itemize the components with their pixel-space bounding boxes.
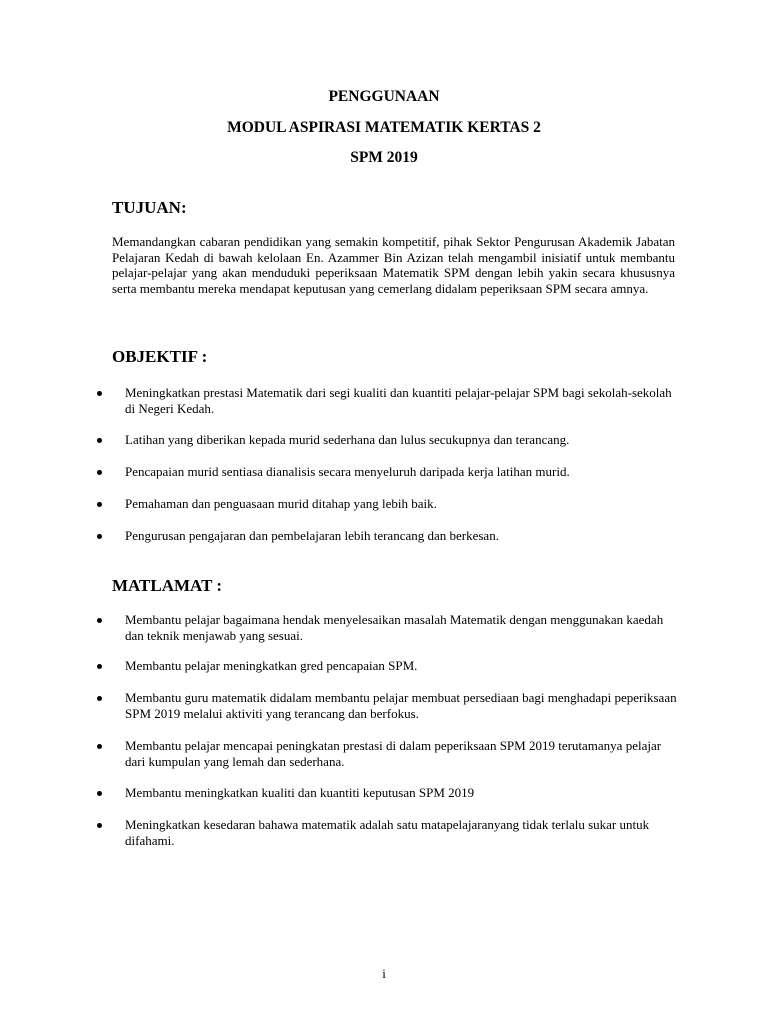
section-heading-objektif: OBJEKTIF :	[112, 347, 208, 366]
title-line-3: SPM 2019	[350, 149, 418, 166]
section-heading-tujuan: TUJUAN:	[112, 198, 187, 217]
list-item-text: Pengurusan pengajaran dan pembelajaran lebih terancang dan berkesan.	[125, 528, 499, 543]
bullet-icon	[97, 618, 102, 623]
tujuan-paragraph: Memandangkan cabaran pendidikan yang semakin kompetitif, pihak Sektor Pengurusan Akademik Jabatan Pelajaran Kedah di bawah kelolaan En. Azammer Bin Azizan telah mengambil inisiatif untuk membantu pelajar-pelajar yang akan menduduki peperiksaan Matematik SPM dengan lebih yakin secara khususnya serta membantu mereka mendapat keputusan yang cemerlang didalam peperiksaan SPM secara amnya.	[112, 234, 675, 296]
bullet-icon	[97, 823, 102, 828]
bullet-icon	[97, 534, 102, 539]
list-item-text: Membantu pelajar meningkatkan gred pencapaian SPM.	[125, 658, 418, 673]
page-number: i	[382, 966, 386, 981]
list-item-text: Latihan yang diberikan kepada murid sederhana dan lulus secukupnya dan terancang.	[125, 432, 570, 447]
title-line-2: MODUL ASPIRASI MATEMATIK KERTAS 2	[227, 119, 541, 136]
bullet-icon	[97, 502, 102, 507]
section-heading-matlamat: MATLAMAT :	[112, 576, 223, 595]
bullet-icon	[97, 470, 102, 475]
list-item-text: Pencapaian murid sentiasa dianalisis secara menyeluruh daripada kerja latihan murid.	[125, 464, 570, 479]
bullet-icon	[97, 744, 102, 749]
bullet-icon	[97, 438, 102, 443]
bullet-icon	[97, 791, 102, 796]
title-line-1: PENGGUNAAN	[328, 88, 440, 105]
bullet-icon	[97, 664, 102, 669]
list-item-text: Membantu meningkatkan kualiti dan kuantiti keputusan SPM 2019	[125, 785, 475, 800]
list-item-text: Meningkatkan kesedaran bahawa matematik adalah satu matapelajaranyang tidak terlalu sukar untuk difahami.	[125, 817, 650, 848]
list-item-text: Membantu guru matematik didalam membantu pelajar membuat persediaan bagi menghadapi peperiksaan SPM 2019 melalui aktiviti yang terancang dan berfokus.	[125, 690, 677, 721]
list-item-text: Pemahaman dan penguasaan murid ditahap yang lebih baik.	[125, 496, 437, 511]
bullet-icon	[97, 696, 102, 701]
bullet-icon	[97, 391, 102, 396]
list-item-text: Membantu pelajar bagaimana hendak menyelesaikan masalah Matematik dengan menggunakan kaedah dan teknik menjawab yang sesuai.	[125, 612, 664, 643]
list-item-text: Membantu pelajar mencapai peningkatan prestasi di dalam peperiksaan SPM 2019 terutamanya pelajar dari kumpulan yang lemah dan sederhana.	[125, 738, 662, 769]
list-item-text: Meningkatkan prestasi Matematik dari segi kualiti dan kuantiti pelajar-pelajar SPM bagi sekolah-sekolah di Negeri Kedah.	[125, 385, 672, 416]
